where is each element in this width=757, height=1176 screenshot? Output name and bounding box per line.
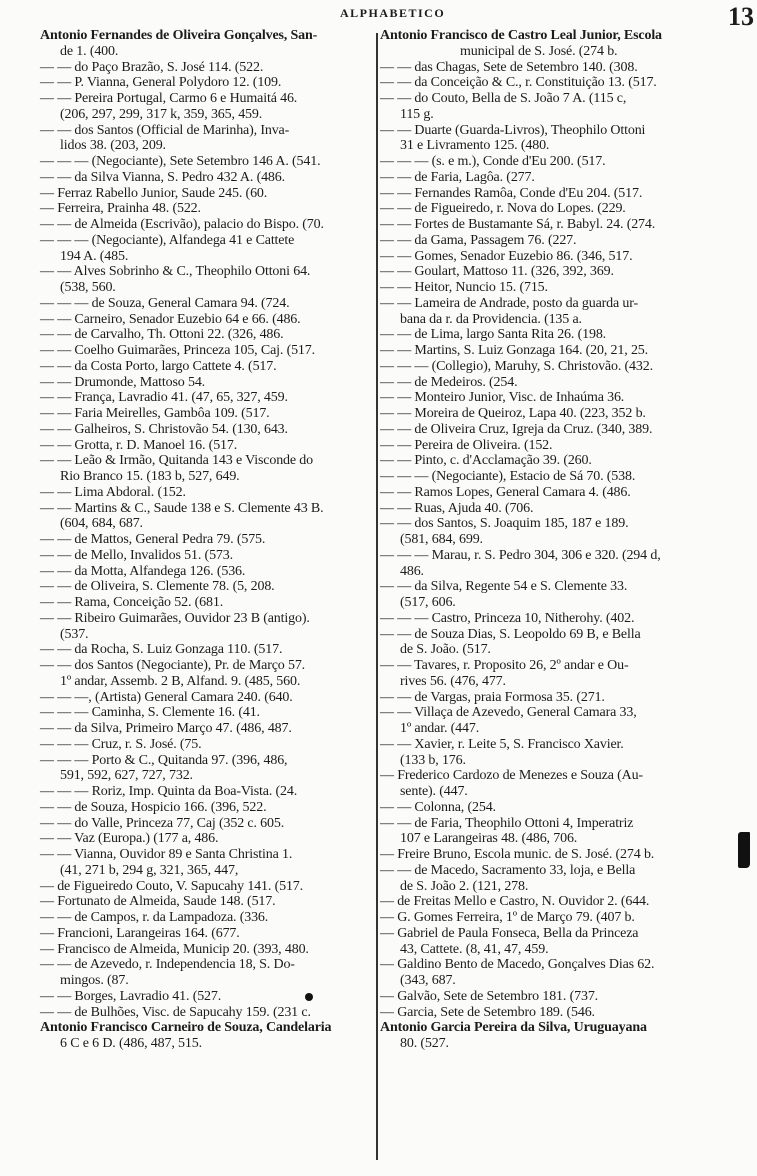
entry-continuation-line: (517, 606. [400, 595, 456, 610]
entry-continuation-line: lidos 38. (203, 209. [60, 138, 166, 154]
entry-line: — — da Silva, Primeiro Março 47. (486, 487. [40, 721, 292, 736]
entry-continuation-line: 591, 592, 627, 727, 732. [60, 768, 193, 784]
entry-continuation-line: 6 C e 6 D. (486, 487, 515. [60, 1036, 202, 1051]
entry-line: — — Pinto, c. d'Acclamação 39. (260. [380, 453, 592, 469]
entry-line: — — Moreira de Queiroz, Lapa 40. (223, 352 b. [380, 406, 646, 421]
entry-continuation-line: 80. (527. [400, 1036, 449, 1051]
entry-line: — — Heitor, Nuncio 15. (715. [380, 280, 548, 295]
entry-line: — — de Faria, Theophilo Ottoni 4, Imperatriz [380, 815, 634, 831]
entry-line: — — Fernandes Ramôa, Conde d'Eu 204. (517. [380, 185, 643, 201]
left-column [40, 28, 374, 1052]
entry-line: — — Lima Abdoral. (152. [40, 484, 186, 500]
entry-continuation-line: de S. João. (517. [400, 642, 491, 658]
entry-line: — — Borges, Lavradio 41. (527. [40, 988, 222, 1004]
entry-line: — — de Souza Dias, S. Leopoldo 69 B, e Bella [380, 626, 641, 642]
entry-line: — — da Rocha, S. Luiz Gonzaga 110. (517. [40, 642, 283, 658]
entry-continuation-line: rives 56. (476, 477. [400, 673, 506, 689]
entry-line: — — de Faria, Lagôa. (277. [380, 169, 535, 185]
entry-line: — — Xavier, r. Leite 5, S. Francisco Xavier. [380, 736, 624, 752]
entry-line: — Garcia, Sete de Setembro 189. (546. [380, 1004, 595, 1020]
entry-line: — — Lameira de Andrade, posto da guarda ur- [380, 295, 639, 311]
entry-continuation-line: Rio Branco 15. (183 b, 527, 649. [60, 469, 240, 484]
entry-line: — — dos Santos, S. Joaquim 185, 187 e 189. [380, 516, 629, 532]
entry-line: — — de Mello, Invalidos 51. (573. [40, 547, 233, 563]
entry-line: — Francioni, Larangeiras 164. (677. [40, 925, 240, 941]
right-column [380, 28, 752, 1052]
entry-continuation-line: 194 A. (485. [60, 248, 129, 264]
entry-line: — — França, Lavradio 41. (47, 65, 327, 459. [40, 390, 288, 406]
entry-line: — — Pereira Portugal, Carmo 6 e Humaitá 46. [40, 91, 298, 106]
entry-line: — — Alves Sobrinho & C., Theophilo Ottoni 64. [40, 264, 311, 280]
entry-line: — — Rama, Conceição 52. (681. [40, 595, 224, 610]
entry-line: — — de Oliveira Cruz, Igreja da Cruz. (340, 389. [380, 421, 653, 437]
entry-line: — — de Macedo, Sacramento 33, loja, e Bella [380, 862, 636, 878]
entry-line: — — Coelho Guimarães, Princeza 105, Caj. (517. [40, 343, 315, 358]
entry-line: — Galvão, Sete de Setembro 181. (737. [380, 988, 599, 1004]
entry-continuation-line: (581, 684, 699. [400, 532, 483, 547]
entry-continuation-line: bana da r. da Providencia. (135 a. [400, 311, 582, 327]
entry-line: — — do Couto, Bella de S. João 7 A. (115 c, [380, 91, 627, 106]
entry-line: — — — de Souza, General Camara 94. (724. [40, 295, 290, 311]
entry-line: — — da Conceição & C., r. Constituição 13. (517. [380, 75, 657, 91]
entry-continuation-line: (604, 684, 687. [60, 516, 143, 532]
entry-heading: Antonio Garcia Pereira da Silva, Uruguayana [380, 1020, 647, 1036]
entry-line: — — — Porto & C., Quitanda 97. (396, 486, [40, 752, 288, 768]
entry-line: — — Monteiro Junior, Visc. de Inhaúma 36. [380, 390, 625, 406]
entry-line: — Fortunato de Almeida, Saude 148. (517. [40, 894, 276, 910]
ink-dot [305, 993, 313, 1001]
entry-continuation-line: de 1. (400. [60, 43, 119, 59]
entry-line: — — — (s. e m.), Conde d'Eu 200. (517. [380, 154, 606, 169]
entry-line: — Galdino Bento de Macedo, Gonçalves Dias 62. [380, 957, 655, 973]
entry-line: — — de Vargas, praia Formosa 35. (271. [380, 689, 605, 705]
entry-continuation-line: 31 e Livramento 125. (480. [400, 138, 550, 154]
entry-line: — — de Almeida (Escrivão), palacio do Bispo. (70. [40, 217, 324, 232]
entry-line: — — de Lima, largo Santa Rita 26. (198. [380, 327, 607, 343]
entry-line: — — —, (Artista) General Camara 240. (640. [40, 689, 293, 705]
entry-line: — — — (Negociante), Estacio de Sá 70. (538. [380, 469, 636, 484]
entry-line: — — Martins & C., Saude 138 e S. Clemente 43 B. [40, 500, 324, 516]
entry-line: — — de Campos, r. da Lampadoza. (336. [40, 910, 269, 925]
entry-line: — Ferreira, Prainha 48. (522. [40, 201, 201, 217]
entry-line: — — — (Negociante), Sete Setembro 146 A. (541. [40, 154, 321, 169]
entry-line: — — dos Santos (Official de Marinha), Inva- [40, 122, 290, 138]
entry-line: — — Villaça de Azevedo, General Camara 33, [380, 705, 637, 721]
entry-line: — — — Roriz, Imp. Quinta da Boa-Vista. (24. [40, 784, 298, 799]
entry-line: — Gabriel de Paula Fonseca, Bella da Princeza [380, 925, 639, 941]
entry-line: — Frederico Cardozo de Menezes e Souza (Au- [380, 768, 643, 784]
entry-line: — — de Figueiredo, r. Nova do Lopes. (229. [380, 201, 626, 217]
ink-blot [738, 832, 750, 868]
entry-continuation-line: (206, 297, 299, 317 k, 359, 365, 459. [60, 106, 263, 122]
entry-line: — — Vaz (Europa.) (177 a, 486. [40, 831, 219, 847]
page-number: 13 [728, 2, 754, 31]
entry-line: — — da Costa Porto, largo Cattete 4. (517. [40, 358, 277, 374]
entry-continuation-line: 107 e Larangeiras 48. (486, 706. [400, 831, 578, 847]
entry-continuation-line: 1º andar. (447. [400, 721, 480, 736]
entry-line: — Freire Bruno, Escola munic. de S. José. (274 b. [380, 847, 655, 862]
entry-line: — — de Mattos, General Pedra 79. (575. [40, 532, 266, 547]
entry-line: — — do Paço Brazão, S. José 114. (522. [40, 59, 264, 75]
entry-line: — — Ruas, Ajuda 40. (706. [380, 500, 534, 516]
entry-line: — — Gomes, Senador Euzebio 86. (346, 517. [380, 248, 633, 264]
running-header: ALPHABETICO [340, 6, 446, 20]
entry-line: — — da Gama, Passagem 76. (227. [380, 232, 577, 248]
entry-line: — Francisco de Almeida, Municip 20. (393, 480. [40, 941, 309, 957]
entry-continuation-line: (133 b, 176. [400, 752, 466, 768]
entry-continuation-line: municipal de S. José. (274 b. [460, 43, 618, 59]
entry-continuation-line: 115 g. [400, 106, 434, 122]
entry-line: — — da Silva, Regente 54 e S. Clemente 33. [380, 579, 628, 595]
entry-line: — — — (Negociante), Alfandega 41 e Cattete [40, 232, 295, 248]
entry-line: — — — Caminha, S. Clemente 16. (41. [40, 705, 260, 721]
entry-line: — — de Medeiros. (254. [380, 374, 518, 390]
entry-line: — — Pereira de Oliveira. (152. [380, 437, 553, 453]
entry-line: — — Leão & Irmão, Quitanda 143 e Visconde do [40, 453, 314, 469]
entry-line: — — de Bulhões, Visc. de Sapucahy 159. (231 c. [40, 1004, 311, 1020]
entry-continuation-line: sente). (447. [400, 784, 468, 799]
entry-continuation-line: de S. João 2. (121, 278. [400, 878, 529, 894]
entry-continuation-line: (538, 560. [60, 280, 116, 295]
entry-line: — — Duarte (Guarda-Livros), Theophilo Ottoni [380, 122, 646, 138]
entry-line: — — da Silva Vianna, S. Pedro 432 A. (486. [40, 169, 285, 185]
entry-line: — Ferraz Rabello Junior, Saude 245. (60. [40, 185, 268, 201]
entry-line: — — Fortes de Bustamante Sá, r. Babyl. 24. (274. [380, 217, 656, 232]
entry-line: — — do Valle, Princeza 77, Caj (352 c. 605. [40, 815, 285, 831]
entry-line: — — — Castro, Princeza 10, Nitherohy. (402. [380, 610, 635, 626]
entry-line: — — Martins, S. Luiz Gonzaga 164. (20, 21, 25. [380, 343, 649, 358]
entry-line: — — dos Santos (Negociante), Pr. de Março 57. [40, 658, 306, 673]
entry-continuation-line: 43, Cattete. (8, 41, 47, 459. [400, 941, 549, 957]
entry-continuation-line: mingos. (87. [60, 973, 129, 988]
entry-line: — — Colonna, (254. [380, 799, 496, 815]
entry-line: — — Tavares, r. Proposito 26, 2º andar e Ou- [380, 658, 629, 673]
entry-heading: Antonio Francisco Carneiro de Souza, Candelaria [40, 1020, 332, 1036]
entry-line: — G. Gomes Ferreira, 1º de Março 79. (407 b. [380, 910, 635, 925]
entry-line: — — Carneiro, Senador Euzebio 64 e 66. (486. [40, 311, 301, 327]
entry-line: — — de Carvalho, Th. Ottoni 22. (326, 486. [40, 327, 284, 343]
entry-line: — — Galheiros, S. Christovão 54. (130, 643. [40, 421, 288, 437]
entry-line: — — Vianna, Ouvidor 89 e Santa Christina 1. [40, 847, 293, 862]
entry-line: — — de Oliveira, S. Clemente 78. (5, 208. [40, 579, 275, 595]
entry-heading: Antonio Francisco de Castro Leal Junior, Escola [380, 28, 662, 43]
entry-line: — — das Chagas, Sete de Setembro 140. (308. [380, 59, 638, 75]
entry-line: — de Freitas Mello e Castro, N. Ouvidor 2. (644. [380, 894, 650, 910]
entry-continuation-line: (343, 687. [400, 973, 456, 988]
entry-continuation-line: (41, 271 b, 294 g, 321, 365, 447, [60, 862, 239, 878]
entry-continuation-line: 1º andar, Assemb. 2 B, Alfand. 9. (485, 560. [60, 673, 301, 689]
entry-line: — — da Motta, Alfandega 126. (536. [40, 563, 246, 579]
entry-line: — — Faria Meirelles, Gambôa 109. (517. [40, 406, 270, 421]
entry-continuation-line: (537. [60, 626, 89, 642]
entry-line: — — — Marau, r. S. Pedro 304, 306 e 320. (294 d, [380, 547, 661, 563]
entry-line: — — — (Collegio), Maruhy, S. Christovão. (432. [380, 358, 653, 374]
column-divider [376, 33, 378, 1160]
entry-line: — — — Cruz, r. S. José. (75. [40, 736, 202, 752]
entry-line: — — Ramos Lopes, General Camara 4. (486. [380, 484, 631, 500]
entry-continuation-line: 486. [400, 563, 424, 579]
entry-line: — — Drumonde, Mattoso 54. [40, 374, 206, 390]
entry-line: — — de Souza, Hospicio 166. (396, 522. [40, 799, 267, 815]
entry-line: — de Figueiredo Couto, V. Sapucahy 141. (517. [40, 878, 303, 894]
entry-line: — — P. Vianna, General Polydoro 12. (109. [40, 75, 282, 91]
entry-line: — — Grotta, r. D. Manoel 16. (517. [40, 437, 238, 453]
entry-line: — — de Azevedo, r. Independencia 18, S. Do- [40, 957, 295, 973]
entry-line: — — Goulart, Mattoso 11. (326, 392, 369. [380, 264, 614, 280]
entry-heading: Antonio Fernandes de Oliveira Gonçalves, San- [40, 28, 318, 43]
entry-line: — — Ribeiro Guimarães, Ouvidor 23 B (antigo). [40, 610, 310, 626]
